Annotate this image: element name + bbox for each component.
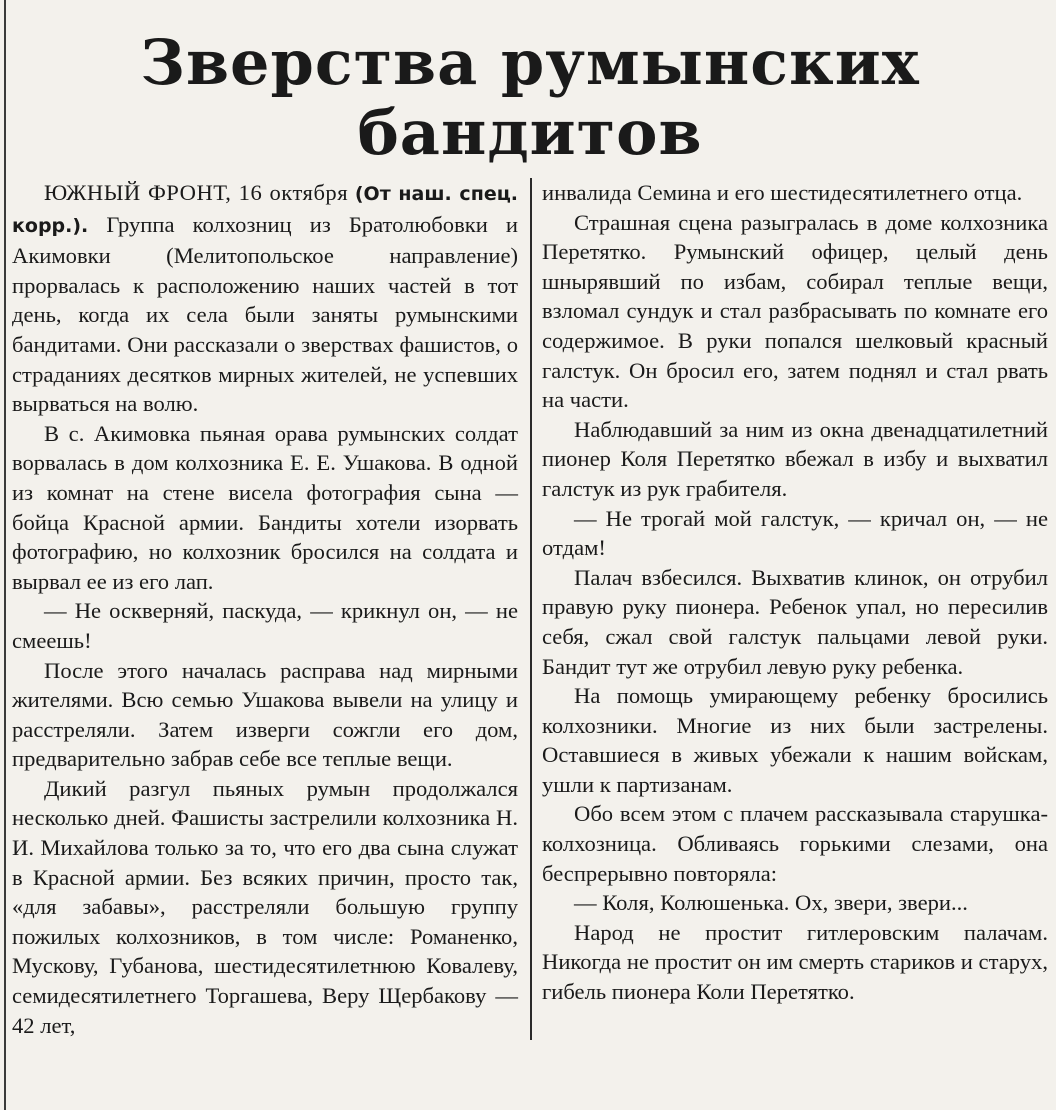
paragraph: Страшная сцена разыгралась в доме колхозника Перетятко. Румынский офицер, целый день шнырявший по избам, собирал теплые вещи, взломал сундук и стал разбрасывать по комнате его содержимое. В руки попался шелковый красный галстук. Он бросил его, затем поднял и стал рвать на части.	[542, 209, 1048, 413]
paragraph: Обо всем этом с плачем рассказывала старушка-колхозница. Обливаясь горькими слезами, она беспрерывно повторяла:	[542, 801, 1048, 886]
quote-paragraph: — Не трогай мой галстук, — кричал он, — не отдам!	[542, 505, 1048, 561]
correspondent-credit: (От наш. спец. корр.).	[12, 183, 519, 237]
headline-line-1: Зверства румынских	[140, 26, 920, 99]
continued-paragraph: инвалида Семина и его шестидесятилетнего отца.	[542, 180, 1023, 205]
right-column	[532, 178, 1048, 1040]
article-headline	[12, 28, 1048, 178]
paragraph: На помощь умирающему ребенку бросились колхозники. Многие из них были застрелены. Оставшиеся в живых убежали к нашим войскам, ушли к партизанам.	[542, 683, 1048, 797]
lead-paragraph	[12, 178, 518, 419]
quote-paragraph: — Не оскверняй, паскуда, — крикнул он, — не смеешь!	[12, 598, 518, 653]
dateline: ЮЖНЫЙ ФРОНТ, 16 октября	[44, 180, 349, 205]
paragraph: Дикий разгул пьяных румын продолжался несколько дней. Фашисты застрелили колхозника Н. И. Михайлова только за то, что его два сына служат в Красной армии. Без всяких причин, просто так, «для забавы», расстреляли большую группу пожилых колхозников, в том числе: Романенко, Мускову, Губанова, шестидесятилетнюю Ковалеву, семидесятилетнего Торгашева, Веру Щербакову — 42 лет,	[12, 775, 518, 1038]
page-edge-rule	[4, 0, 6, 1110]
paragraph-text: Группа колхозниц из Братолюбовки и Акимовки (Мелитопольское направление) прорвалась к расположению наших частей в тот день, когда их села были заняты румынскими бандитами. Они рассказали о зверствах фашистов, о страданиях десятков мирных жителей, не успевших вырваться на волю.	[12, 211, 518, 417]
closing-paragraph: Народ не простит гитлеровским палачам. Никогда не простит он им смерть стариков и старух, гибель пионера Коли Перетятко.	[542, 919, 1048, 1005]
paragraph: Палач взбесился. Выхватив клинок, он отрубил правую руку пионера. Ребенок упал, но пересилив себя, сжал свой галстук пальцами левой руки. Бандит тут же отрубил левую руку ребенка.	[542, 564, 1048, 679]
article-columns	[12, 178, 1048, 1040]
paragraph: В с. Акимовка пьяная орава румынских солдат ворвалась в дом колхозника Е. Е. Ушакова. В одной из комнат на стене висела фотография сына — бойца Красной армии. Бандиты хотели изорвать фотографию, но колхозник бросился на солдата и вырвал ее из его лап.	[12, 420, 518, 594]
left-column	[12, 178, 532, 1040]
headline-line-2: бандитов	[357, 96, 703, 169]
quote-paragraph: — Коля, Колюшенька. Ох, звери, звери...	[574, 890, 968, 916]
paragraph: Наблюдавший за ним из окна двенадцатилетний пионер Коля Перетятко вбежал в избу и выхватил галстук из рук грабителя.	[542, 416, 1048, 501]
paragraph: После этого началась расправа над мирными жителями. Всю семью Ушакова вывели на улицу и расстреляли. Затем изверги сожгли его дом, предварительно забрав себе все теплые вещи.	[12, 657, 518, 772]
